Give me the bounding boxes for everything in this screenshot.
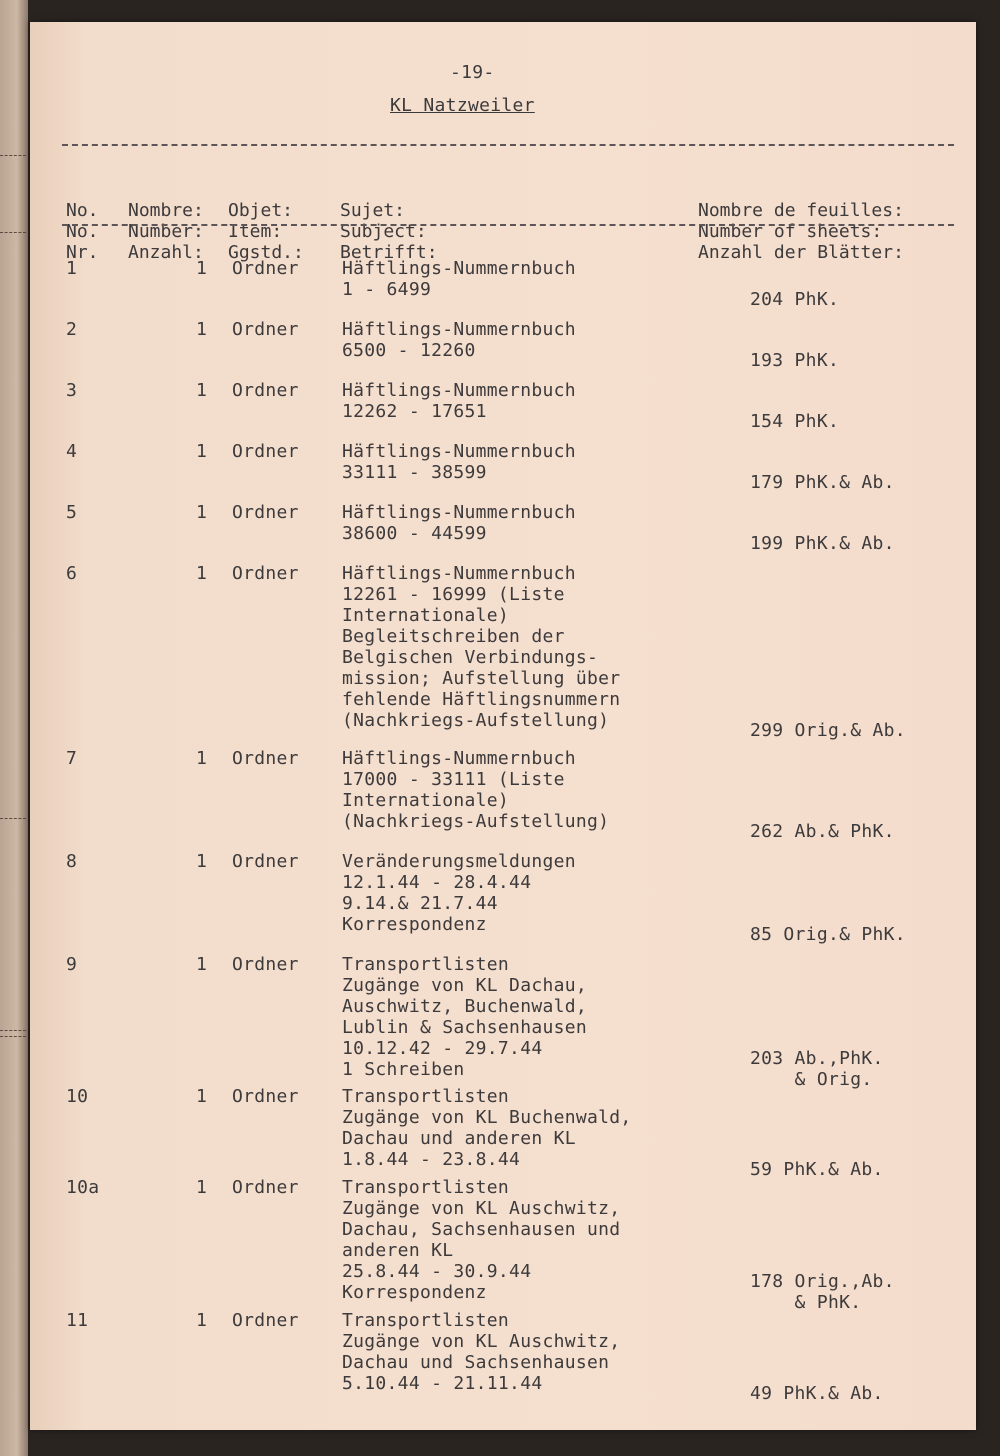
sheets-line: 59 PhK.& Ab. (750, 1159, 884, 1180)
subject-line: 1 Schreiben (342, 1059, 465, 1080)
sheets-line: 178 Orig.,Ab. (750, 1271, 895, 1292)
row-sheets (750, 1159, 884, 1180)
row-subject (342, 502, 576, 544)
row-number: 2 (66, 319, 78, 340)
row-number: 10 (66, 1086, 89, 1107)
row-number: 6 (66, 563, 78, 584)
row-subject (342, 319, 576, 361)
row-subject (342, 1177, 620, 1303)
row-count: 1 (196, 563, 208, 584)
subject-line: 12262 - 17651 (342, 401, 487, 422)
subject-line: 33111 - 38599 (342, 462, 487, 483)
header-object: Objet: Item: Ggstd.: (228, 200, 304, 263)
row-sheets (750, 720, 906, 741)
subject-line: (Nachkriegs-Aufstellung) (342, 811, 610, 832)
document-page (30, 22, 976, 1430)
subject-line: Korrespondenz (342, 1282, 487, 1303)
subject-line: 1.8.44 - 23.8.44 (342, 1149, 521, 1170)
row-number: 5 (66, 502, 78, 523)
subject-line: Zugänge von KL Auschwitz, (342, 1198, 621, 1219)
subject-line: Auschwitz, Buchenwald, (342, 996, 588, 1017)
row-count: 1 (196, 502, 208, 523)
row-object: Ordner (232, 1086, 299, 1107)
row-number: 11 (66, 1310, 89, 1331)
row-sheets (750, 350, 839, 371)
subject-line: 9.14.& 21.7.44 (342, 893, 498, 914)
subject-line: Begleitschreiben der (342, 626, 565, 647)
subject-line: Transportlisten (342, 1310, 510, 1331)
subject-line: Korrespondenz (342, 914, 487, 935)
subject-line: Belgischen Verbindungs- (342, 647, 599, 668)
subject-line: Transportlisten (342, 1177, 510, 1198)
subject-line: Zugänge von KL Buchenwald, (342, 1107, 632, 1128)
header-no: No. No. Nr. (66, 200, 99, 263)
header-sheets: Nombre de feuilles: Number of sheets: Anzahl der Blätter: (698, 200, 904, 263)
row-sheets (750, 1271, 895, 1313)
row-object: Ordner (232, 748, 299, 769)
row-number: 7 (66, 748, 78, 769)
sheets-line: 199 PhK.& Ab. (750, 533, 895, 554)
sheets-line: 193 PhK. (750, 350, 840, 371)
row-object: Ordner (232, 258, 299, 279)
page-number: -19- (450, 62, 495, 83)
subject-line: Häftlings-Nummernbuch (342, 380, 576, 401)
row-count: 1 (196, 748, 208, 769)
subject-line: 17000 - 33111 (Liste (342, 769, 565, 790)
row-sheets (750, 1048, 884, 1090)
row-number: 8 (66, 851, 78, 872)
subject-line: Veränderungsmeldungen (342, 851, 576, 872)
subject-line: Häftlings-Nummernbuch (342, 748, 576, 769)
row-sheets (750, 411, 839, 432)
subject-line: 10.12.42 - 29.7.44 (342, 1038, 543, 1059)
subject-line: fehlende Häftlingsnummern (342, 689, 621, 710)
row-count: 1 (196, 954, 208, 975)
row-object: Ordner (232, 502, 299, 523)
row-number: 1 (66, 258, 78, 279)
subject-line: Lublin & Sachsenhausen (342, 1017, 588, 1038)
subject-line: Zugänge von KL Dachau, (342, 975, 588, 996)
subject-line: Internationale) (342, 605, 510, 626)
row-number: 3 (66, 380, 78, 401)
subject-line: Zugänge von KL Auschwitz, (342, 1331, 621, 1352)
subject-line: Internationale) (342, 790, 510, 811)
row-object: Ordner (232, 441, 299, 462)
subject-line: (Nachkriegs-Aufstellung) (342, 710, 610, 731)
subject-line: Transportlisten (342, 954, 510, 975)
row-object: Ordner (232, 563, 299, 584)
header-rule-top (62, 144, 954, 146)
row-sheets (750, 533, 895, 554)
header-count: Nombre: Number: Anzahl: (128, 200, 204, 263)
row-number: 10a (66, 1177, 100, 1198)
row-subject (342, 851, 576, 935)
subject-line: Häftlings-Nummernbuch (342, 319, 576, 340)
page-title: KL Natzweiler (390, 95, 535, 116)
sheets-line: 299 Orig.& Ab. (750, 720, 906, 741)
sheets-line: & PhK. (750, 1292, 862, 1313)
subject-line: 12261 - 16999 (Liste (342, 584, 565, 605)
sheets-line: & Orig. (750, 1069, 873, 1090)
row-count: 1 (196, 1086, 208, 1107)
subject-line: Dachau, Sachsenhausen und (342, 1219, 621, 1240)
row-count: 1 (196, 1177, 208, 1198)
row-count: 1 (196, 380, 208, 401)
row-subject (342, 258, 576, 300)
subject-line: mission; Aufstellung über (342, 668, 621, 689)
facing-page-edge (0, 0, 28, 1456)
row-subject (342, 380, 576, 422)
header-rule-bottom (62, 224, 954, 226)
row-count: 1 (196, 319, 208, 340)
sheets-line: 154 PhK. (750, 411, 840, 432)
row-object: Ordner (232, 954, 299, 975)
sheets-line: 204 PhK. (750, 289, 840, 310)
row-number: 9 (66, 954, 78, 975)
row-object: Ordner (232, 380, 299, 401)
subject-line: Häftlings-Nummernbuch (342, 441, 576, 462)
row-sheets (750, 821, 895, 842)
row-object: Ordner (232, 851, 299, 872)
sheets-line: 262 Ab.& PhK. (750, 821, 895, 842)
row-object: Ordner (232, 1310, 299, 1331)
row-subject (342, 441, 576, 483)
subject-line: Dachau und anderen KL (342, 1128, 576, 1149)
subject-line: Häftlings-Nummernbuch (342, 258, 576, 279)
row-count: 1 (196, 441, 208, 462)
row-subject (342, 563, 620, 731)
row-count: 1 (196, 258, 208, 279)
subject-line: anderen KL (342, 1240, 454, 1261)
subject-line: Dachau und Sachsenhausen (342, 1352, 610, 1373)
row-count: 1 (196, 1310, 208, 1331)
subject-line: 38600 - 44599 (342, 523, 487, 544)
subject-line: 25.8.44 - 30.9.44 (342, 1261, 532, 1282)
subject-line: 12.1.44 - 28.4.44 (342, 872, 532, 893)
row-subject (342, 954, 587, 1080)
row-sheets (750, 924, 906, 945)
sheets-line: 203 Ab.,PhK. (750, 1048, 884, 1069)
sheets-line: 85 Orig.& PhK. (750, 924, 906, 945)
subject-line: 5.10.44 - 21.11.44 (342, 1373, 543, 1394)
row-number: 4 (66, 441, 78, 462)
row-subject (342, 1086, 632, 1170)
row-sheets (750, 1383, 884, 1404)
subject-line: Häftlings-Nummernbuch (342, 563, 576, 584)
row-sheets (750, 289, 839, 310)
sheets-line: 179 PhK.& Ab. (750, 472, 895, 493)
sheets-line: 49 PhK.& Ab. (750, 1383, 884, 1404)
subject-line: 6500 - 12260 (342, 340, 476, 361)
header-subject: Sujet: Subject: Betrifft: (340, 200, 438, 263)
row-object: Ordner (232, 1177, 299, 1198)
row-object: Ordner (232, 319, 299, 340)
row-sheets (750, 472, 895, 493)
row-count: 1 (196, 851, 208, 872)
row-subject (342, 748, 609, 832)
subject-line: Häftlings-Nummernbuch (342, 502, 576, 523)
subject-line: Transportlisten (342, 1086, 510, 1107)
subject-line: 1 - 6499 (342, 279, 432, 300)
row-subject (342, 1310, 620, 1394)
